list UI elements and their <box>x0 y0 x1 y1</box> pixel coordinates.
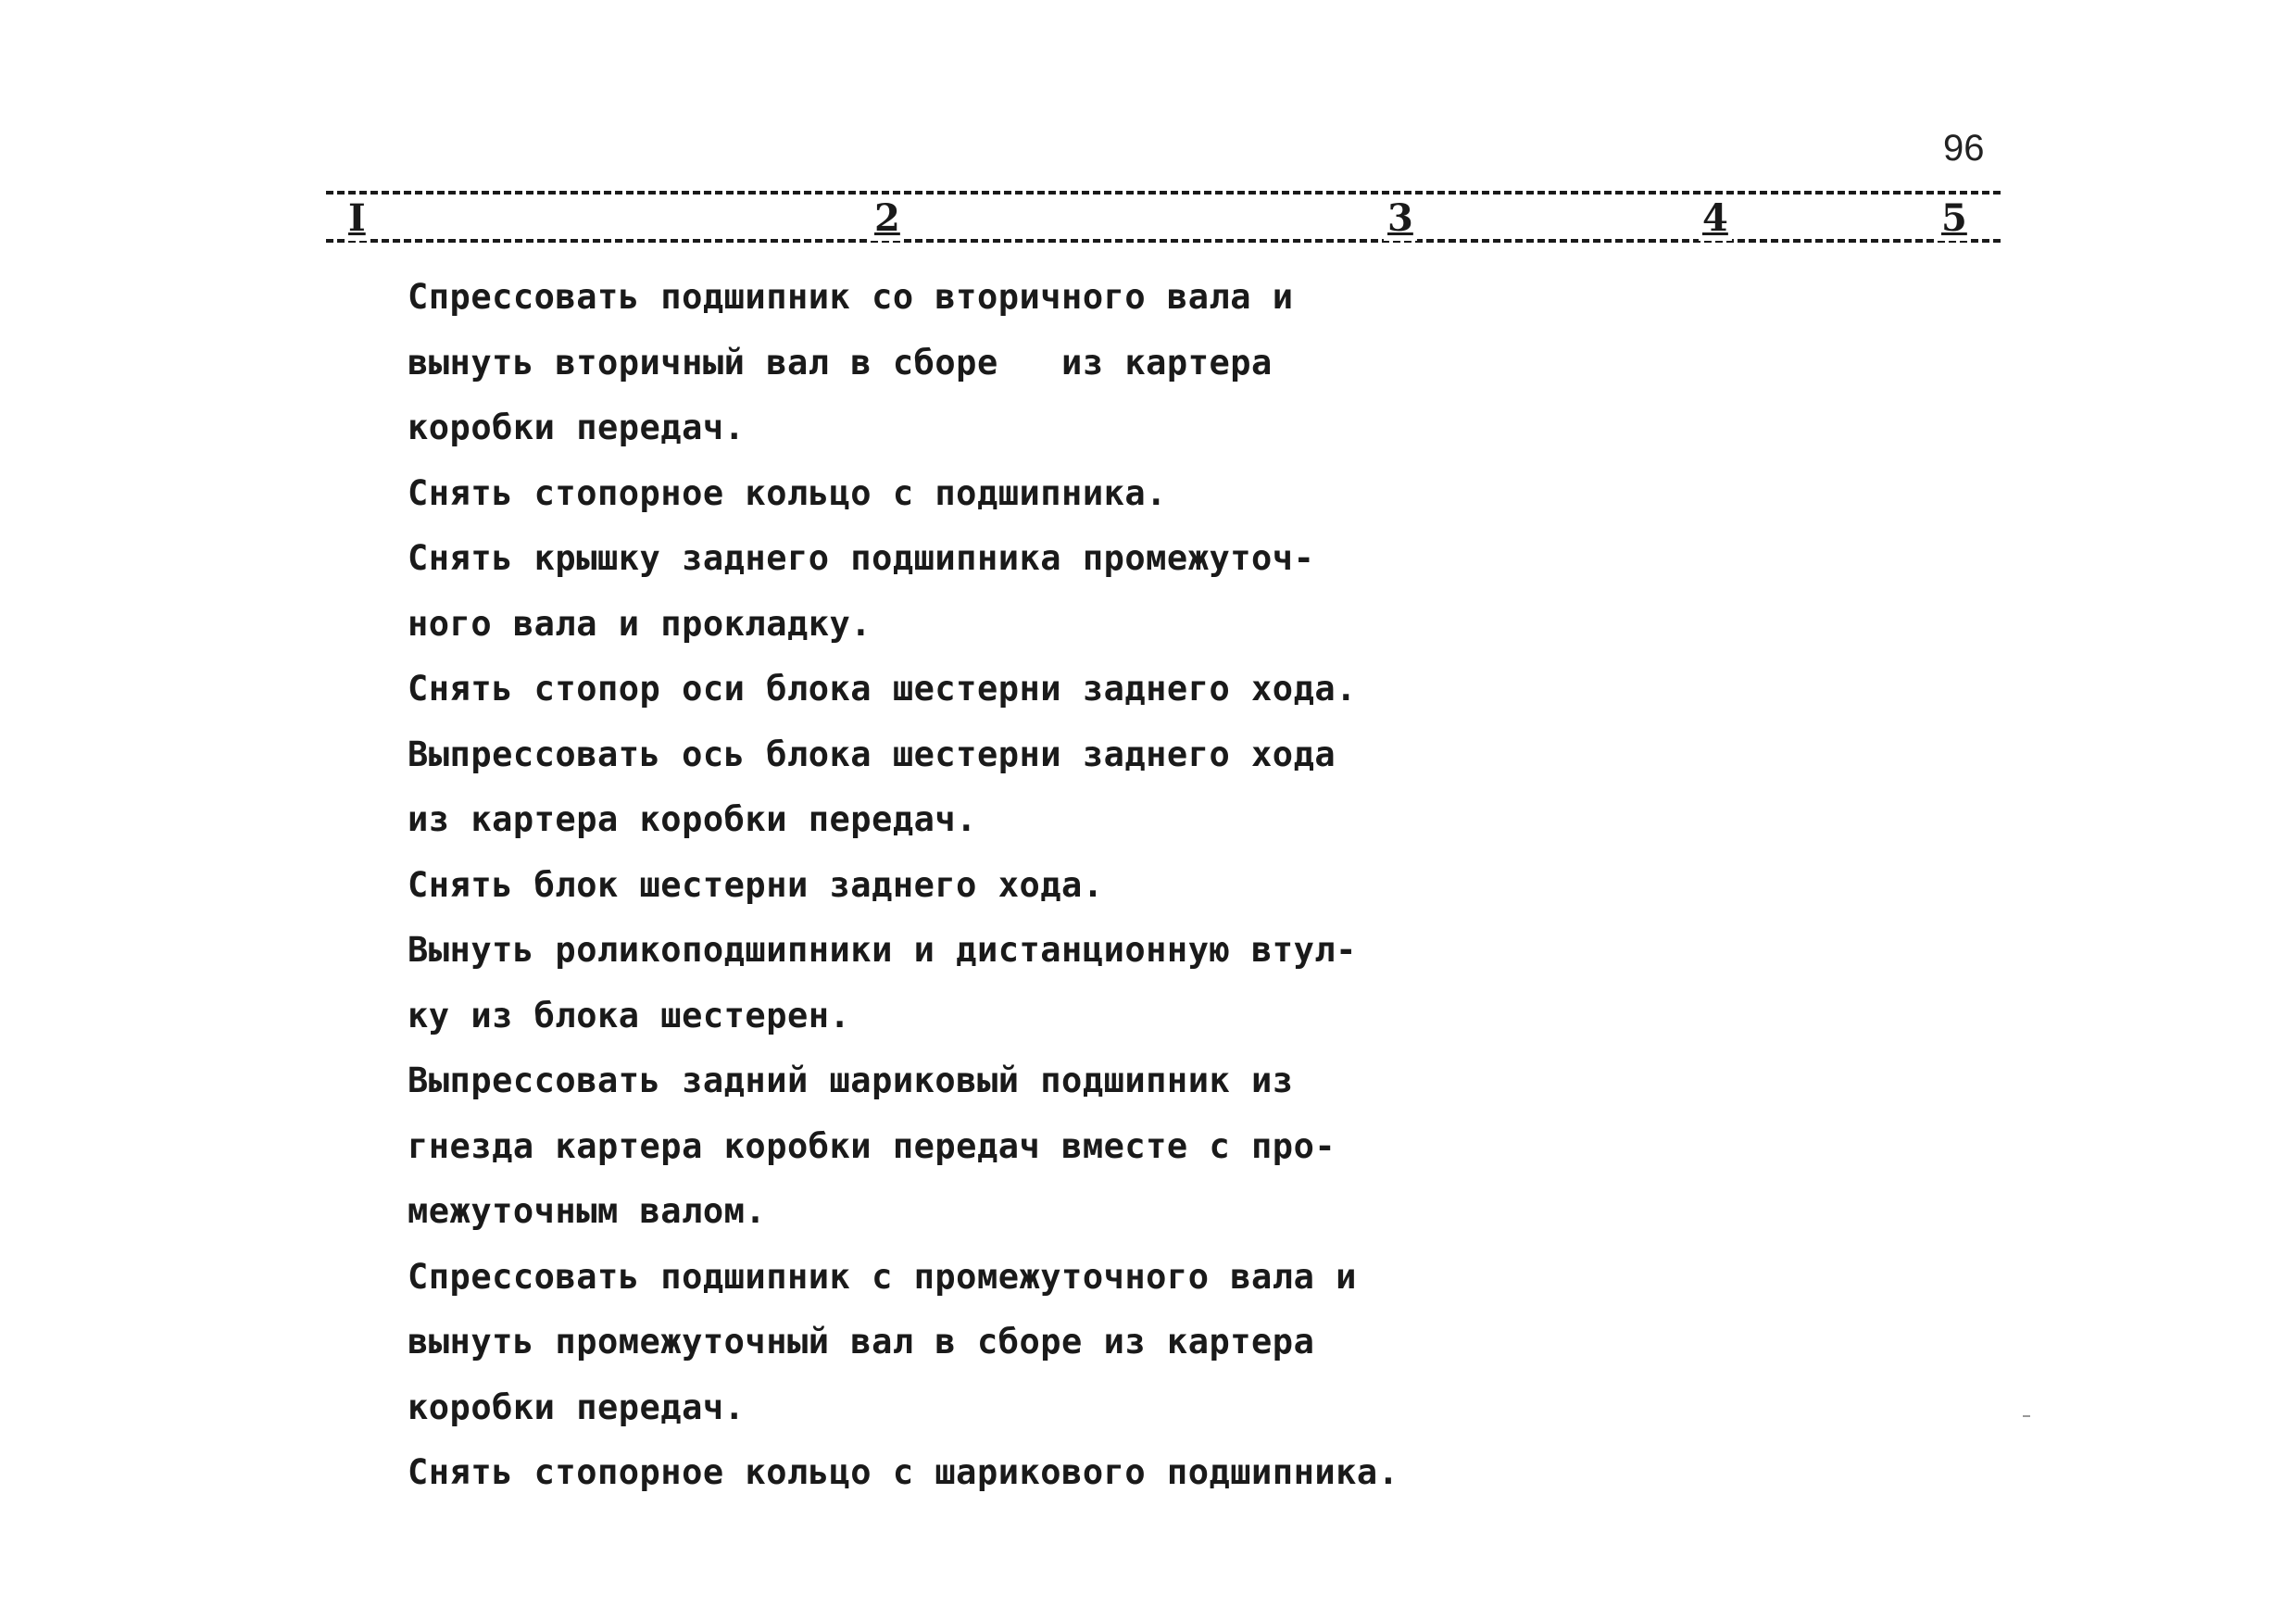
text-line: Снять стопорное кольцо с подшипника. <box>408 472 1167 513</box>
table-header-dashed-rule-bottom <box>326 239 2001 243</box>
text-line: из картера коробки передач. <box>408 799 977 839</box>
text-line: межуточным валом. <box>408 1191 767 1231</box>
column-number-1: I <box>345 196 370 241</box>
scan-edge-mark <box>2023 1415 2030 1417</box>
text-line: Снять крышку заднего подшипника промежуточ- <box>408 538 1315 578</box>
text-line: Снять блок шестерни заднего хода. <box>408 864 1104 905</box>
text-line: коробки передач. <box>408 408 746 447</box>
text-line: Спрессовать подшипник со вторичного вала и <box>408 277 1294 317</box>
column-number-5: 5 <box>1938 196 1971 241</box>
text-line: Снять стопорное кольцо с шарикового подшипника. <box>408 1452 1399 1492</box>
text-line: ку из блока шестерен. <box>408 995 851 1035</box>
text-line: ного вала и прокладку. <box>408 603 872 644</box>
instruction-text-block <box>408 265 1426 1506</box>
page-number: 96 <box>1943 128 1985 169</box>
table-header-dashed-rule-top <box>326 191 2001 195</box>
text-line: вынуть вторичный вал в сборе из картера <box>408 342 1273 383</box>
text-line: Выпрессовать ось блока шестерни заднего хода <box>408 734 1336 774</box>
column-number-4: 4 <box>1699 196 1732 241</box>
text-line: Спрессовать подшипник с промежуточного вала и <box>408 1256 1357 1297</box>
text-line: Вынуть роликоподшипники и дистанционную втул- <box>408 930 1357 970</box>
column-number-2: 2 <box>871 196 904 241</box>
text-line: Снять стопор оси блока шестерни заднего хода. <box>408 669 1357 709</box>
text-line: коробки передач. <box>408 1387 746 1427</box>
text-line: Выпрессовать задний шариковый подшипник из <box>408 1061 1294 1100</box>
column-number-3: 3 <box>1384 196 1417 241</box>
text-line: гнезда картера коробки передач вместе с про- <box>408 1125 1336 1166</box>
text-line: вынуть промежуточный вал в сборе из картера <box>408 1322 1315 1362</box>
